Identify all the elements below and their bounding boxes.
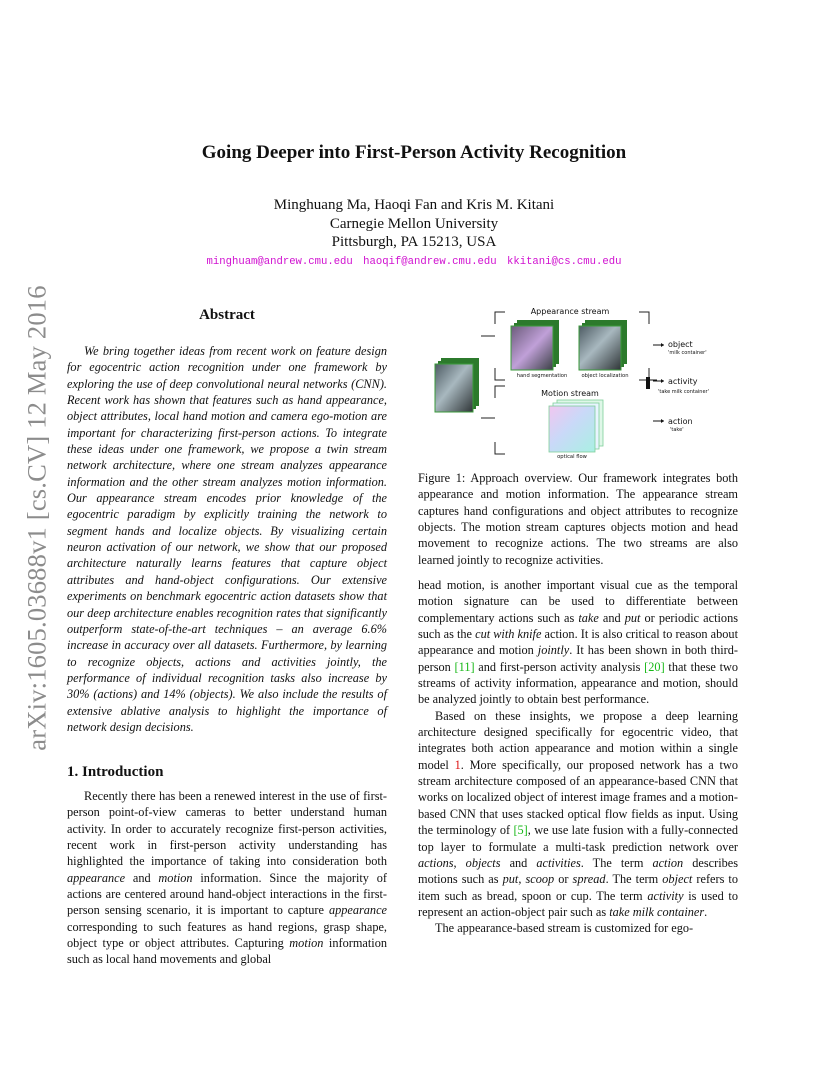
text-run: information such as local hand movements and global [67,936,387,967]
text-run: jointly [537,643,570,658]
email-link[interactable]: kkitani@cs.cmu.edu [507,256,622,268]
text-run: information. Since the majority of actions are centered around hand-object interactions in the first-person sensing scenario, it is important to capture [67,870,387,918]
email-link[interactable]: minghuam@andrew.cmu.edu [206,256,353,268]
text-run: and [125,870,159,885]
arxiv-id-text: arXiv:1605.03688v1 [cs.CV] 12 May 2016 [21,284,52,751]
paragraph [418,577,738,708]
text-run: objects [465,855,501,870]
text-run: describes motions such as [418,855,739,887]
text-run: , we use late fusion with a fully-connected top layer to formulate a multi-task prediction network over [418,823,739,854]
text-run: take milk container [609,904,705,919]
text-run: refers to item such as bread, spoon or cup. The term [418,872,739,903]
text-run: motion [289,936,324,951]
text-run: or periodic actions such as the [418,610,739,642]
intro-paragraph [67,788,387,968]
intro-body [67,788,387,968]
text-run: put [624,610,641,625]
text-run: that these two streams of activity information, appearance and motion, should be analyzed jointly to obtain best performance. [418,659,739,707]
hand-segmentation-stack [511,320,559,370]
paragraph: The appearance-based stream is customized for ego- [435,921,694,936]
text-run: . The term [580,855,653,870]
author-address: Pittsburgh, PA 15213, USA [331,234,497,250]
text-run: action [652,855,684,870]
abstract-text: We bring together ideas from recent work on feature design for egocentric action recognition under one framework by exploring the use of deep convolutional neural networks (CNN). Recent work has shown that features such as hand appearance, object attributes, local hand motion and camera ego-motion are important for characterizing first-person actions. To integrate these ideas under one framework, we propose a twin stream network architecture, where one stream analyzes appearance information and the other stream analyzes motion information. Our appearance stream encodes prior knowledge of the egocentric paradigm by explicitly training the network to segment hands and localize objects. By visualizing certain neuron activation of our network, we show that our proposed architecture naturally learns features that capture object attributes and hand-object configurations. Our extensive experiments on benchmark egocentric action datasets show that our deep architecture enables recognition rates that significantly outperform state-of-the-art techniques – an average 6.6% increase in accuracy over all datasets. Furthermore, by learning to recognize objects, actions and activities jointly, the performance of individual recognition tasks also increase by 30% (actions) and 14% (objects). We also include the results of extensive ablative analysis to highlight the importance of network design decisions. [67,344,387,734]
citation-link[interactable]: [20] [644,659,665,674]
text-run: and [500,855,537,870]
citation-link[interactable]: [11] [454,659,475,674]
text-run: motion [158,870,193,885]
caption-text: Figure 1: Approach overview. Our framework integrates both appearance and motion information. The appearance stream captures hand configurations and object attributes to recognize objects. The motion stream captures objects motion and head movement to recognize actions. The two streams are also learned jointly to recognize activities. [418,471,738,567]
text-run: take [578,610,599,625]
figure-approach-overview [425,300,755,465]
text-run: activities [536,855,581,870]
label-motion-stream: Motion stream [541,389,599,398]
figure-caption [418,470,738,568]
author-block [0,196,828,252]
output-activity-label: activity [668,377,698,386]
label-appearance-stream: Appearance stream [530,307,610,316]
output-object-label: object [668,340,693,349]
text-run: object [662,872,693,887]
output-activity-example: 'take milk container' [658,389,709,395]
text-run: is used to represent an action-object pair such as [418,888,738,919]
abstract-heading: Abstract [199,307,255,323]
author-affiliation: Carnegie Mellon University [329,215,499,232]
citation-link[interactable]: [5] [513,823,528,838]
text-run: spread [572,872,606,887]
text-run: . [704,904,708,919]
right-column-body [418,577,738,937]
figure-reference-link[interactable]: 1 [454,757,461,772]
text-run: scoop [525,872,555,887]
text-run: Recently there has been a renewed interest in the use of first-person point-of-view cameras to better understand human activity. In order to accurately recognize first-person activities, recent work in first-person activity understanding has highlighted the importance of taking into consideration both [67,789,387,869]
text-run: put [502,872,519,887]
text-run: and first-person activity analysis [474,659,645,674]
section-heading-introduction: 1. Introduction [67,764,164,780]
email-link[interactable]: haoqif@andrew.cmu.edu [363,256,497,268]
text-run: or [554,872,573,887]
text-run: action. It is also critical to reason about appearance and motion [418,627,738,658]
text-run: , [453,855,466,870]
output-action-example: 'take' [670,427,684,433]
text-run: actions [418,855,454,870]
text-run: corresponding to such features as hand regions, grasp shape, object type or object attributes. Capturing [67,919,387,951]
paper-title: Going Deeper into First-Person Activity Recognition [201,142,627,163]
author-names: Minghuang Ma, Haoqi Fan and Kris M. Kitani [273,197,555,213]
text-run: , [518,872,526,887]
text-run: appearance [67,870,126,885]
label-hand-segmentation: hand segmentation [516,373,568,379]
label-optical-flow: optical flow [557,454,587,460]
text-run: cut with knife [475,627,542,642]
text-run: . More specifically, our proposed network has a two stream architecture composed of an appearance-based CNN that works on localized object of interest image frames and a motion-based CNN that uses stacked optical flow fields as input. Using the terminology of [418,757,738,838]
abstract-body [67,343,387,735]
arxiv-side-identifier [20,275,54,760]
text-run: appearance [328,903,387,918]
input-frames [435,358,479,412]
text-run: and [598,610,625,625]
paragraph [418,708,738,920]
text-run: . It has been shown in both third-person [418,643,738,674]
text-run: . The term [605,872,663,887]
object-localization-stack [579,320,627,370]
output-action-label: action [668,417,693,426]
fusion-layer [646,377,650,389]
author-emails [0,256,828,268]
text-run: head motion, is another important visual cue as the temporal motion signature can be used to differentiate between complementary actions such as [418,578,738,625]
text-run: activity [647,888,684,903]
output-object-example: 'milk container' [668,350,707,356]
label-object-localization: object localization [581,373,629,379]
figure-diagram [425,300,755,465]
optical-flow-stack [549,400,603,452]
text-run: Based on these insights, we propose a deep learning architecture designed specifically for egocentric video, that integrates both action appearance and motion within a single model [418,708,738,772]
